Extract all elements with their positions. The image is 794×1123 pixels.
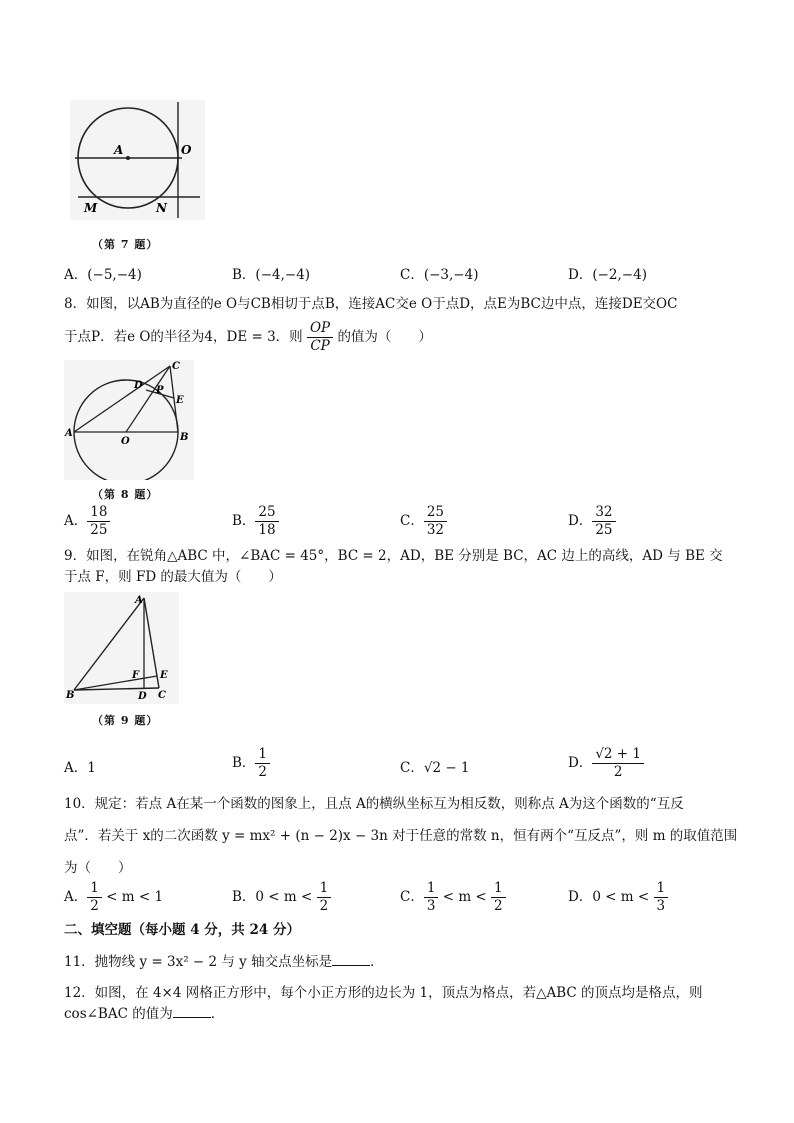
option-fraction — [424, 504, 447, 539]
option-letter: A． — [64, 760, 88, 776]
frac-den: 2 — [613, 764, 623, 780]
q10-text-line2: 点”．若关于 x的二次函数 y = mx² + (n − 2)x − 3n 对于任意的常数 n，恒有两个“互反点”，则 m 的取值范围 — [64, 828, 738, 844]
option-value: (−2,−4) — [592, 267, 647, 283]
q8-fraction — [307, 320, 333, 355]
q8-label-e: E — [176, 395, 184, 406]
frac-den: 2 — [494, 898, 503, 914]
option-letter: B． — [232, 755, 256, 771]
option-letter: C． — [400, 760, 424, 776]
q9-label-a: A — [135, 595, 143, 606]
q10-option-b[interactable] — [232, 880, 331, 915]
q9-option-a[interactable] — [64, 756, 96, 776]
frac-num: 1 — [654, 880, 669, 898]
q11-post: ． — [370, 954, 384, 970]
frac-num: 32 — [592, 504, 615, 522]
option-letter: B． — [232, 513, 256, 529]
q9-label-d: D — [138, 691, 147, 702]
option-value: (−3,−4) — [423, 267, 479, 283]
option-expr: < m < — [442, 889, 487, 905]
frac-num: 1 — [317, 880, 332, 898]
frac-den: 2 — [90, 898, 99, 914]
option-letter: A． — [64, 267, 88, 283]
q10-option-c[interactable] — [400, 880, 506, 915]
q7-caption: （第 7 题） — [92, 238, 159, 251]
frac-num: 25 — [424, 504, 447, 522]
q8-option-a[interactable] — [64, 504, 110, 539]
q8-label-a: A — [65, 428, 73, 439]
option-expr: < m < 1 — [106, 889, 164, 905]
option-expr: 0 < m < — [592, 889, 650, 905]
option-letter: D． — [568, 755, 593, 771]
frac-num: √2 + 1 — [592, 746, 644, 764]
option-letter: A． — [64, 513, 88, 529]
q9-text-line2: 于点 F，则 FD 的最大值为（ ） — [64, 569, 282, 585]
q7-label-o: O — [181, 143, 192, 157]
frac-den: 3 — [656, 898, 666, 914]
q8-label-d: D — [134, 380, 143, 391]
q7-figure — [70, 100, 205, 220]
q10-option-d[interactable] — [568, 880, 668, 915]
option-letter: A． — [64, 889, 88, 905]
option-letter: D． — [568, 513, 593, 529]
q10-option-a[interactable] — [64, 880, 163, 915]
frac-den: 25 — [595, 522, 613, 538]
option-fraction — [317, 880, 332, 915]
option-fraction — [592, 746, 644, 781]
frac-num: 25 — [255, 504, 278, 522]
frac-num: 1 — [87, 880, 102, 898]
frac-num: 1 — [255, 746, 270, 764]
option-fraction — [424, 880, 439, 915]
option-letter: B． — [232, 267, 256, 283]
q12-line2-post: ． — [210, 1006, 225, 1022]
q12-text-line1: 12．如图，在 4×4 网格正方形中，每个小正方形的边长为 1，顶点为格点，若△ABC 的顶点均是格点，则 — [64, 985, 703, 1001]
q11-answer-blank[interactable] — [332, 951, 370, 966]
q8-option-d[interactable] — [568, 504, 616, 539]
option-letter: C． — [400, 267, 424, 283]
option-letter: D． — [568, 889, 593, 905]
q9-label-e: E — [160, 670, 168, 681]
frac-num: 18 — [87, 504, 110, 522]
option-letter: C． — [400, 513, 424, 529]
frac-den: 32 — [426, 522, 445, 538]
q8-text-line2 — [64, 320, 432, 355]
q9-label-b: B — [66, 690, 75, 701]
frac-den: 2 — [258, 764, 268, 780]
option-value: (−5,−4) — [87, 267, 142, 283]
q8-text-line1: 8．如图，以AB为直径的e O与CB相切于点B，连接AC交e O于点D，点E为BC边中点，连接DE交OC — [64, 296, 678, 312]
q8-frac-num: OP — [307, 320, 333, 338]
q9-option-d[interactable] — [568, 746, 644, 781]
q8-label-b: B — [180, 432, 189, 443]
q8-frac-den: CP — [310, 338, 330, 354]
option-value: (−4,−4) — [255, 267, 311, 283]
q8-option-b[interactable] — [232, 504, 279, 539]
q7-option-d[interactable] — [568, 263, 647, 283]
q7-label-n: N — [156, 201, 167, 215]
q8-label-p: P — [156, 385, 164, 396]
q8-caption: （第 8 题） — [92, 488, 159, 501]
q9-label-f: F — [132, 670, 140, 681]
frac-den: 3 — [426, 898, 436, 914]
option-letter: B． — [232, 889, 256, 905]
q7-option-a[interactable] — [64, 263, 142, 283]
frac-den: 18 — [258, 522, 276, 538]
q9-text-line1: 9．如图，在锐角△ABC 中，∠BAC = 45°，BC = 2，AD，BE 分别是 BC，AC 边上的高线，AD 与 BE 交 — [64, 548, 723, 564]
q11-pre: 11．抛物线 y = 3x² − 2 与 y 轴交点坐标是 — [64, 954, 333, 970]
q8-line2-pre: 于点P．若e O的半径为4，DE = 3．则 — [64, 329, 303, 345]
frac-den: 2 — [319, 898, 329, 914]
option-fraction — [87, 504, 110, 539]
section-heading: 二、填空题（每小题 4 分，共 24 分） — [64, 922, 300, 938]
option-expr: 0 < m < — [255, 889, 313, 905]
option-fraction — [255, 504, 278, 539]
q7-label-a: A — [114, 143, 124, 157]
q12-line2-pre: cos∠BAC 的值为 — [64, 1006, 173, 1022]
frac-den: 25 — [90, 522, 108, 538]
q10-text-line1: 10．规定：若点 A在某一个函数的图象上，且点 A的横纵坐标互为相反数，则称点 A为这个函数的“互反 — [64, 796, 684, 812]
q10-text-line3: 为（ ） — [64, 860, 132, 876]
option-fraction — [491, 880, 506, 915]
q8-figure — [64, 360, 194, 480]
option-fraction — [592, 504, 615, 539]
q8-label-c: C — [172, 361, 180, 372]
q8-label-o: O — [121, 436, 130, 447]
option-value: √2 − 1 — [423, 760, 470, 776]
q12-text-line2 — [64, 1003, 224, 1024]
option-fraction — [87, 880, 102, 915]
q9-label-c: C — [158, 690, 166, 701]
option-value: 1 — [87, 760, 96, 776]
option-letter: C． — [400, 889, 424, 905]
frac-num: 1 — [491, 880, 506, 898]
q7-option-b[interactable] — [232, 263, 310, 283]
q8-option-c[interactable] — [400, 504, 447, 539]
q8-line2-post: 的值为（ ） — [337, 329, 432, 345]
q9-caption: （第 9 题） — [92, 714, 159, 727]
frac-num: 1 — [424, 880, 439, 898]
q11-text — [64, 951, 384, 972]
q7-option-c[interactable] — [400, 263, 478, 283]
q9-option-c[interactable] — [400, 756, 470, 776]
option-fraction — [255, 746, 270, 781]
q12-answer-blank[interactable] — [173, 1003, 211, 1018]
q9-figure — [64, 592, 179, 704]
q7-label-m: M — [84, 201, 98, 215]
q9-option-b[interactable] — [232, 746, 270, 781]
option-fraction — [654, 880, 669, 915]
option-letter: D． — [568, 267, 593, 283]
